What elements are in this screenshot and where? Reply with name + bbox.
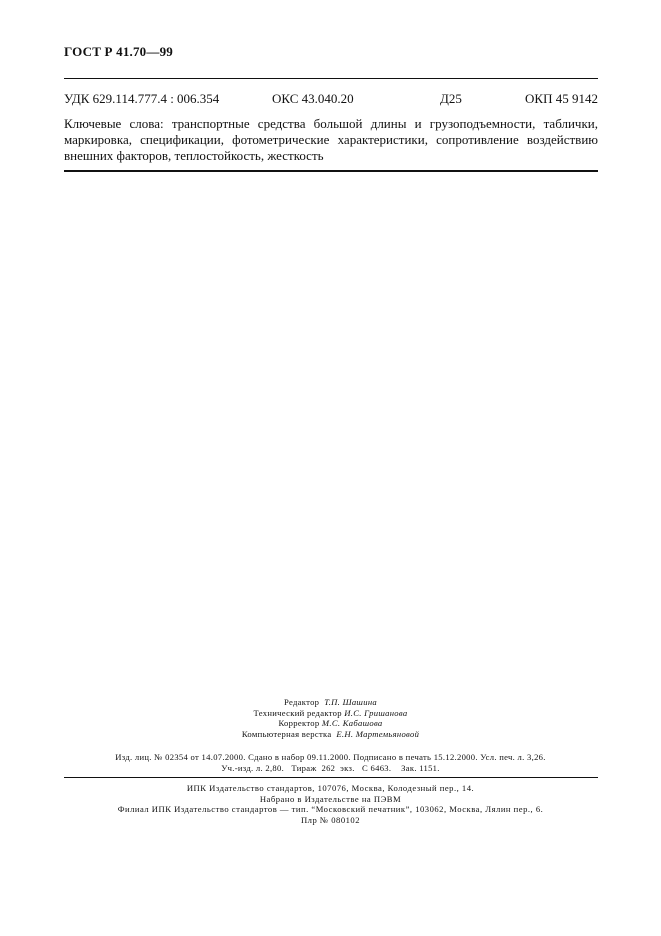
credit-role: Корректор bbox=[278, 718, 320, 728]
publishing-info bbox=[0, 752, 661, 774]
credit-person: Т.П. Шашина bbox=[324, 697, 377, 707]
credit-tech-editor bbox=[0, 708, 661, 719]
publishing-line: Изд. лиц. № 02354 от 14.07.2000. Сдано в набор 09.11.2000. Подписано в печать 15.12.2000. Усл. печ. л. 3,26. bbox=[115, 752, 546, 762]
document-code: ГОСТ Р 41.70—99 bbox=[64, 44, 173, 59]
keywords-divider bbox=[64, 170, 598, 172]
credit-person: И.С. Гришанова bbox=[344, 707, 408, 718]
credit-person: М.С. Кабашова bbox=[321, 718, 383, 728]
publishing-line: Уч.-изд. л. 2,80. Тираж 262 экз. С 6463. Зак. 1151. bbox=[221, 763, 440, 773]
credit-person: Е.Н. Мартемьяновой bbox=[336, 728, 420, 739]
credit-proofreader bbox=[0, 718, 661, 729]
credits-block bbox=[0, 697, 661, 739]
oks-code: ОКС 43.040.20 bbox=[272, 91, 354, 106]
imprint-line: Набрано в Издательстве на ПЭВМ bbox=[259, 793, 402, 804]
udk-code: УДК 629.114.777.4 : 006.354 bbox=[64, 91, 220, 106]
credit-layout bbox=[0, 729, 661, 740]
credit-role: Редактор bbox=[284, 697, 320, 707]
classification-row bbox=[64, 91, 598, 107]
imprint-line: Плр № 080102 bbox=[300, 814, 361, 825]
group-code: Д25 bbox=[440, 91, 462, 106]
imprint-line: ИПК Издательство стандартов, 107076, Москва, Колодезный пер., 14. bbox=[186, 783, 475, 793]
keywords-paragraph: Ключевые слова: транспортные средства большой длины и грузоподъемности, таблички, маркировка, спецификации, фотометрические характеристики, сопротивление воздействию внешних факторов, теплостойкость, жесткость bbox=[64, 116, 598, 163]
credit-editor bbox=[0, 697, 661, 708]
credit-role: Технический редактор bbox=[253, 707, 342, 718]
header-divider bbox=[64, 78, 598, 79]
credit-role: Компьютерная верстка bbox=[241, 728, 332, 739]
footer-divider bbox=[64, 777, 598, 778]
imprint-block bbox=[0, 783, 661, 825]
okp-code: ОКП 45 9142 bbox=[525, 91, 598, 106]
imprint-line: Филиал ИПК Издательство стандартов — тип. “Московский печатник”, 103062, Москва, Лялин пер., 6. bbox=[117, 804, 544, 815]
